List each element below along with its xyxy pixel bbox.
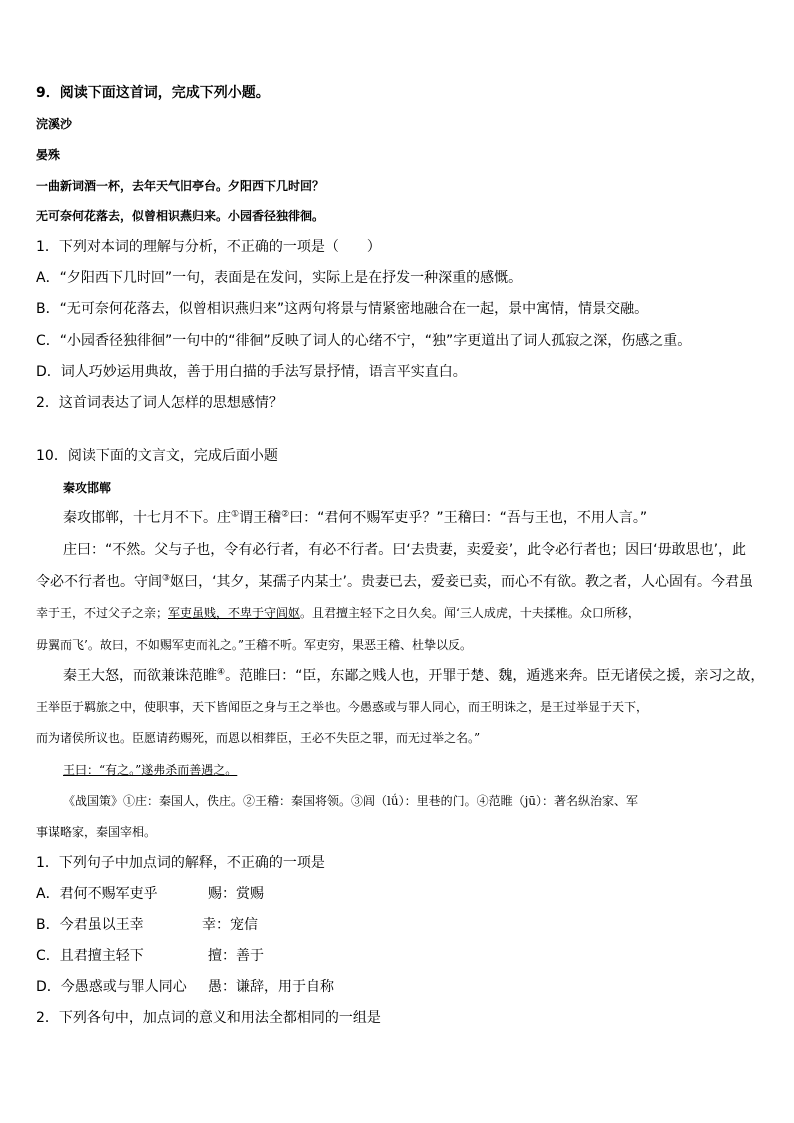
q9-header: 9．阅读下面这首词，完成下列小题。 [36, 85, 270, 101]
footnote-line-1: 《战国策》①庄：秦国人，佚庄。②王稽：秦国将领。③闾（lǘ）：里巷的门。④范睢（jū）：著名纵治家、军 [63, 794, 639, 808]
q10-header: 10．阅读下面的文言文，完成后面小题 [36, 448, 278, 464]
passage-p2-line4: 毋翼而飞’。故曰，不如赐军吏而礼之。”王稽不听。军吏穷，果恶王稽、杜挚以反。 [36, 638, 472, 652]
poem-author: 晏殊 [36, 148, 61, 162]
underlined-sentence-2: 王曰：“有之。”遂弗杀而善遇之。 [63, 763, 238, 777]
q10-option-c: C．且君擅主轻下 擅：善于 [36, 948, 264, 964]
q10-sub2: 2．下列各句中，加点词的意义和用法全都相同的一组是 [36, 1010, 381, 1026]
q9-option-c: C．“小园香径独徘徊”一句中的“徘徊”反映了词人的心绪不宁，“独”字更道出了词人孤寂之深，伤感之重。 [36, 333, 692, 349]
poem-line-2: 无可奈何花落去，似曾相识燕归来。小园香径独徘徊。 [36, 209, 325, 223]
q10-option-a: A．君何不赐军吏乎 赐：赏赐 [36, 886, 264, 902]
poem-line-1: 一曲新词酒一杯，去年天气旧亭台。夕阳西下几时回？ [36, 179, 325, 193]
passage-p3-line3: 而为诸侯所议也。臣愿请药赐死，而恩以相葬臣，王必不失臣之罪，而无过举之名。” [36, 731, 481, 745]
footnote-mark-4: ④ [217, 667, 226, 678]
q10-option-d: D．今愚惑或与罪人同心 愚：谦辞，用于自称 [36, 979, 334, 995]
footnote-mark-1: ① [231, 509, 240, 520]
q9-sub2: 2．这首词表达了词人怎样的思想感情？ [36, 395, 283, 411]
passage-p3-line1: 秦王大怒，而欲兼诛范睢④。范睢曰：“臣，东鄙之贱人也，开罪于楚、魏，遁逃来奔。臣无诸侯之援，亲习之故， [63, 667, 765, 684]
footnote-mark-3: ③ [162, 573, 171, 584]
passage-title: 秦攻邯郸 [63, 481, 112, 495]
footnote-line-2: 事谋略家，秦国宰相。 [36, 825, 157, 839]
q10-sub1: 1．下列句子中加点词的解释，不正确的一项是 [36, 855, 325, 871]
passage-p2-line3: 幸于王，不过父子之亲；军吏虽贱，不卑于守闾妪。且君擅主轻下之日久矣。闻‘三人成虎，十夫揉椎。众口所移， [36, 606, 640, 620]
passage-p2-line2: 令必不行者也。守闾③妪曰，‘其夕，某孺子内某士’。贵妻已去，爱妾已卖，而心不有欲。教之者，人心固有。今君虽 [36, 573, 753, 590]
q9-option-a: A．“夕阳西下几时回”一句，表面是在发问，实际上是在抒发一种深重的感慨。 [36, 270, 523, 286]
q9-sub1: 1．下列对本词的理解与分析，不正确的一项是（ ） [36, 239, 381, 255]
passage-p1: 秦攻邯郸，十七月不下。庄①谓王稽②曰：“君何不赐军吏乎？”王稽曰：“吾与王也，不用人言。” [63, 509, 648, 526]
q10-option-b: B．今君虽以王幸 幸：宠信 [36, 917, 258, 933]
underlined-sentence-1: 军吏虽贱，不卑于守闾妪 [168, 606, 301, 620]
footnote-mark-2: ② [281, 509, 290, 520]
passage-p3-line2: 王举臣于羁旅之中，使职事，天下皆闻臣之身与王之举也。今愚惑或与罪人同心，而王明诛之，是王过举显于天下， [36, 700, 649, 714]
q9-option-b: B．“无可奈何花落去，似曾相识燕归来”这两句将景与情紧密地融合在一起，景中寓情，情景交融。 [36, 301, 649, 317]
q9-option-d: D．词人巧妙运用典故，善于用白描的手法写景抒情，语言平实直白。 [36, 364, 467, 380]
passage-p2-line1: 庄曰：“不然。父与子也，令有必行者，有必不行者。曰‘去贵妻，卖爱妾’，此令必行者也；因曰‘毋敢思也’，此 [63, 542, 747, 558]
poem-title: 浣溪沙 [36, 117, 73, 131]
